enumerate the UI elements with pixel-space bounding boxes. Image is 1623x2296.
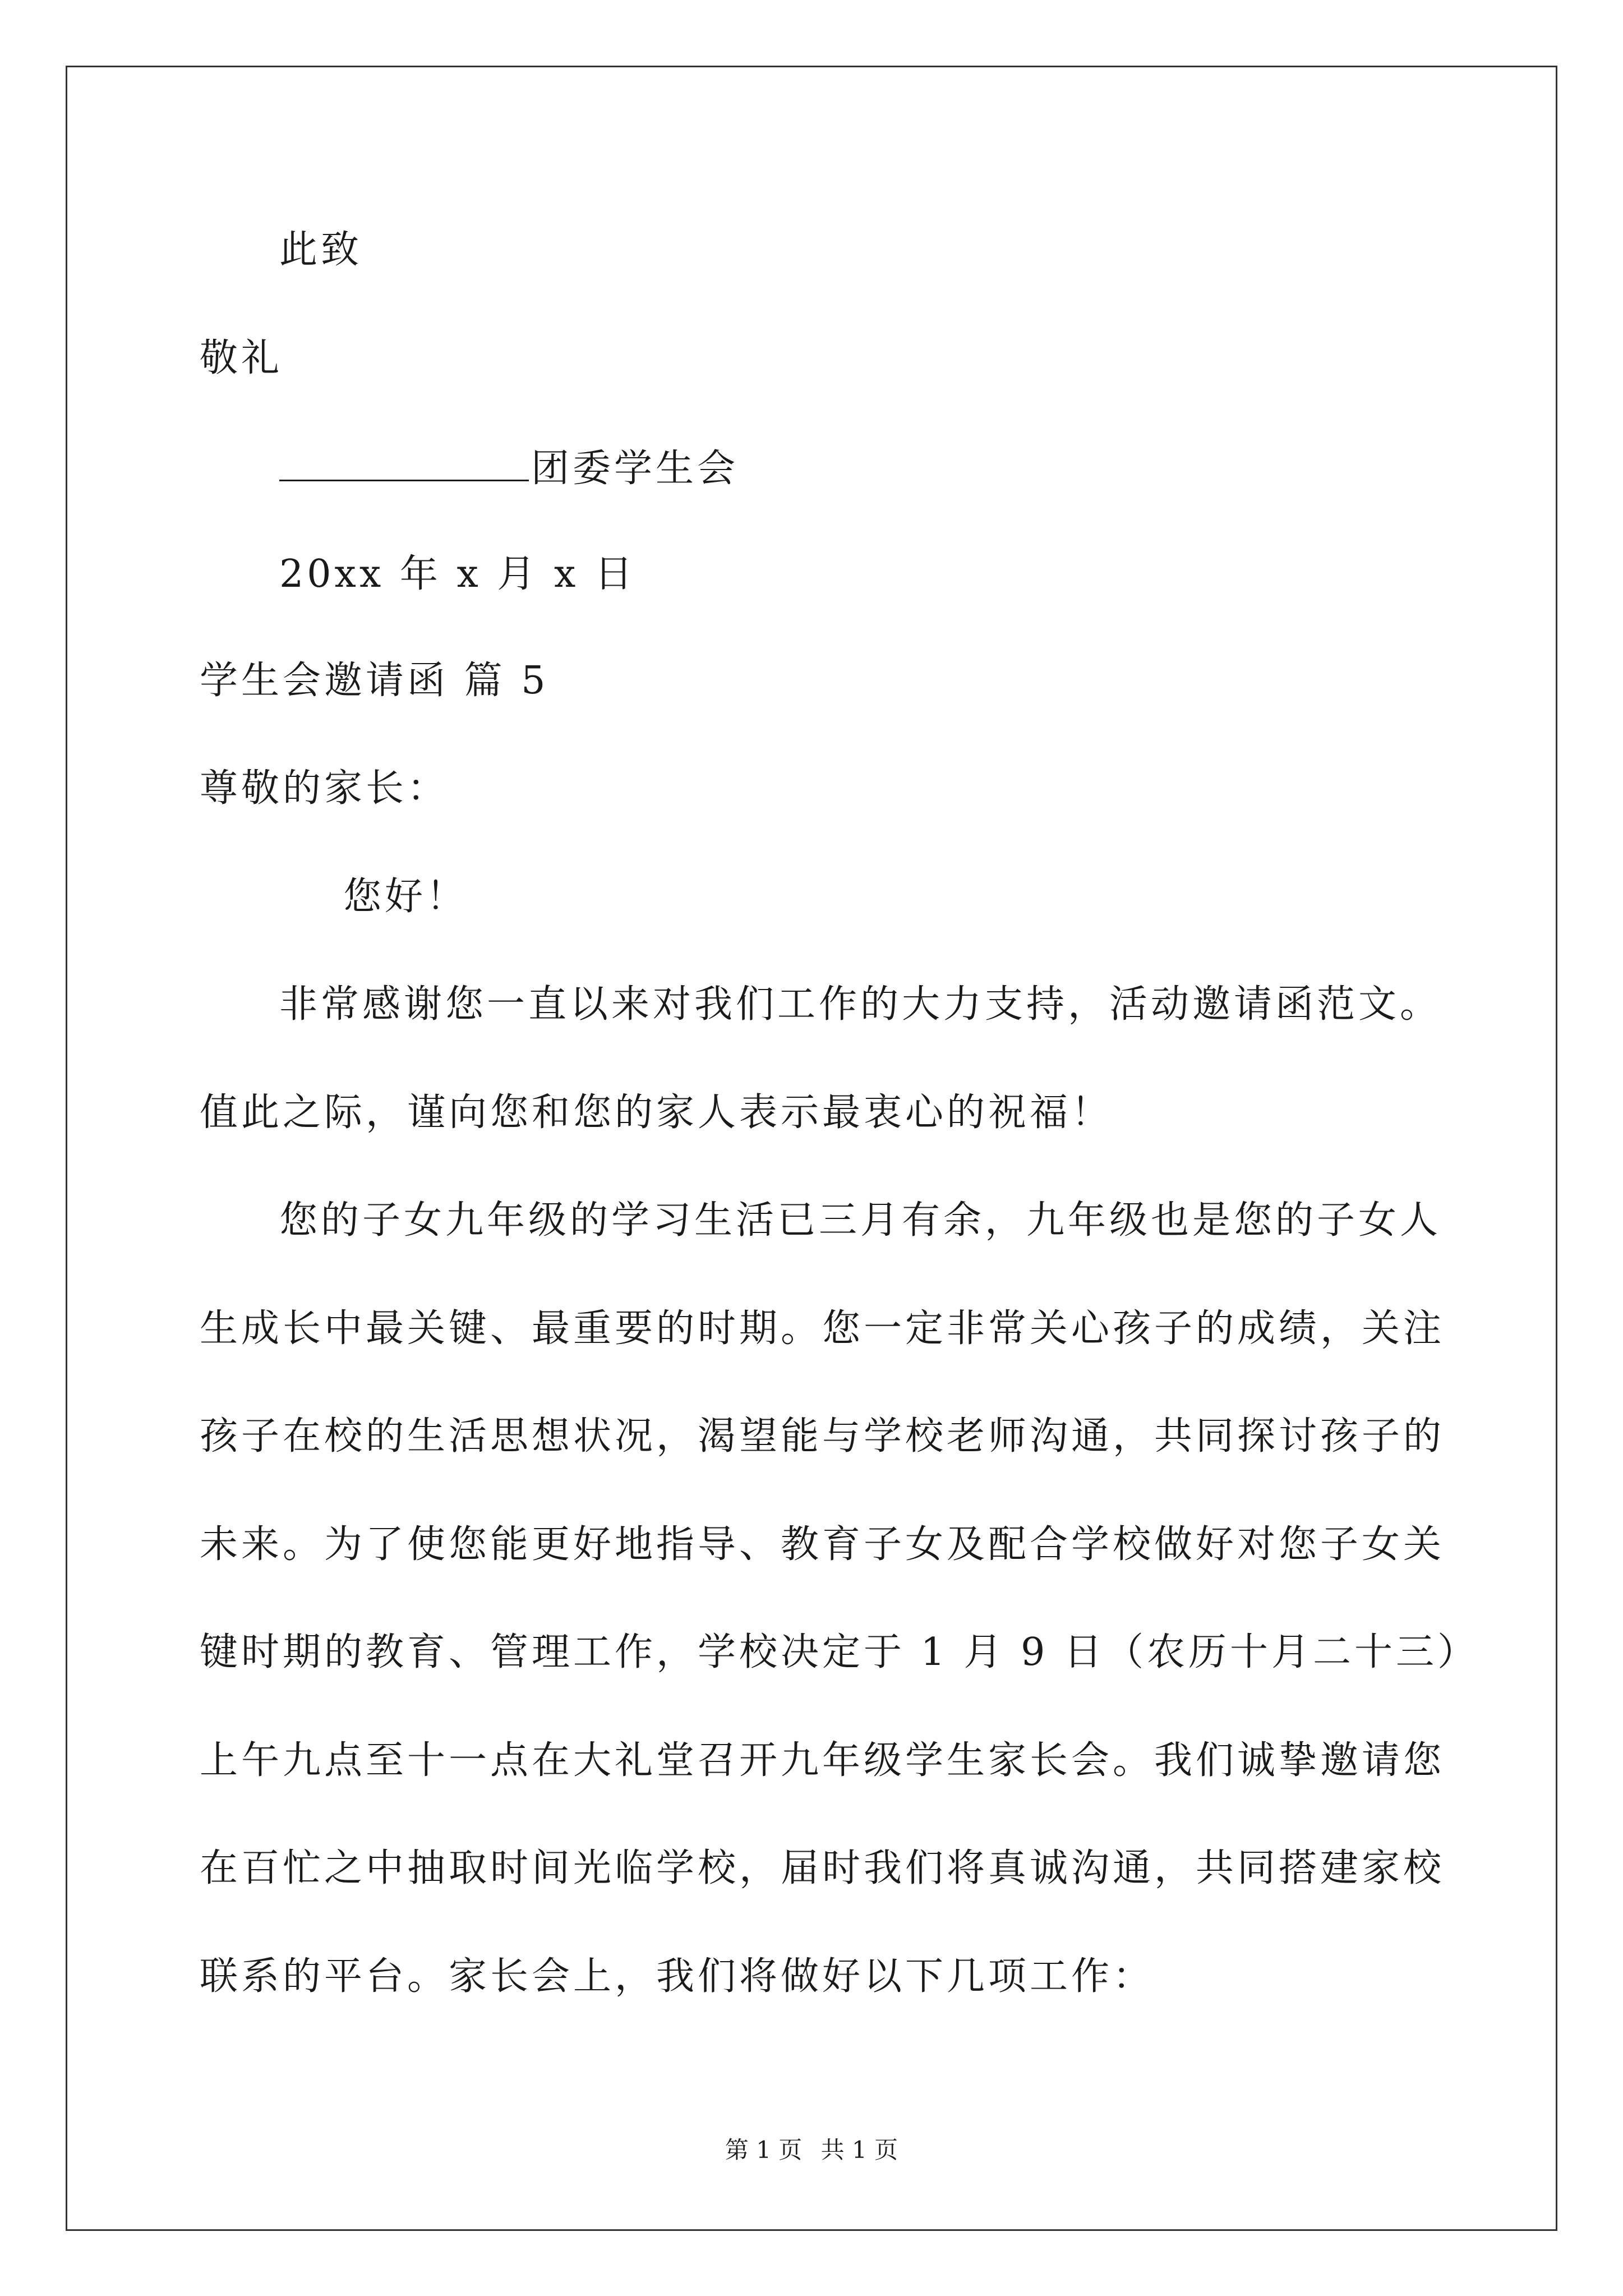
closing-salutation-2: 敬礼 bbox=[200, 336, 283, 380]
page-number-current: 第 1 页 bbox=[725, 2136, 803, 2164]
letter-greeting: 尊敬的家长： bbox=[200, 766, 449, 811]
paragraph-line: 未来。为了使您能更好地指导、教育子女及配合学校做好对您子女关 bbox=[200, 1522, 1445, 1567]
signature-blank bbox=[279, 447, 529, 481]
paragraph-line: 联系的平台。家长会上，我们将做好以下几项工作： bbox=[200, 1954, 1155, 1999]
closing-salutation-1: 此致 bbox=[279, 228, 363, 272]
signature-text: 团委学生会 bbox=[531, 447, 739, 491]
paragraph-line: 上午九点至十一点在大礼堂召开九年级学生家长会。我们诚挚邀请您 bbox=[200, 1738, 1445, 1783]
page-number-total: 共 1 页 bbox=[820, 2136, 898, 2164]
paragraph-line: 您的子女九年级的学习生活已三月有余，九年级也是您的子女人 bbox=[279, 1198, 1442, 1243]
paragraph-line: 生成长中最关键、最重要的时期。您一定非常关心孩子的成绩，关注 bbox=[200, 1306, 1445, 1351]
section-heading: 学生会邀请函 篇 5 bbox=[200, 659, 549, 703]
letter-hello: 您好！ bbox=[343, 875, 468, 919]
page-border bbox=[66, 66, 1557, 2231]
paragraph-line: 在百忙之中抽取时间光临学校，届时我们将真诚沟通，共同搭建家校 bbox=[200, 1846, 1445, 1890]
closing-date: 20xx 年 x 月 x 日 bbox=[279, 552, 637, 596]
paragraph-line: 非常感谢您一直以来对我们工作的大力支持，活动邀请函范文。 bbox=[279, 982, 1442, 1027]
signature-line bbox=[279, 447, 739, 491]
paragraph-line: 孩子在校的生活思想状况，渴望能与学校老师沟通，共同探讨孩子的 bbox=[200, 1414, 1445, 1458]
paragraph-line: 键时期的教育、管理工作，学校决定于 1 月 9 日（农历十月二十三） bbox=[200, 1630, 1479, 1674]
page-footer bbox=[0, 2132, 1623, 2165]
paragraph-line: 值此之际，谨向您和您的家人表示最衷心的祝福！ bbox=[200, 1091, 1113, 1135]
